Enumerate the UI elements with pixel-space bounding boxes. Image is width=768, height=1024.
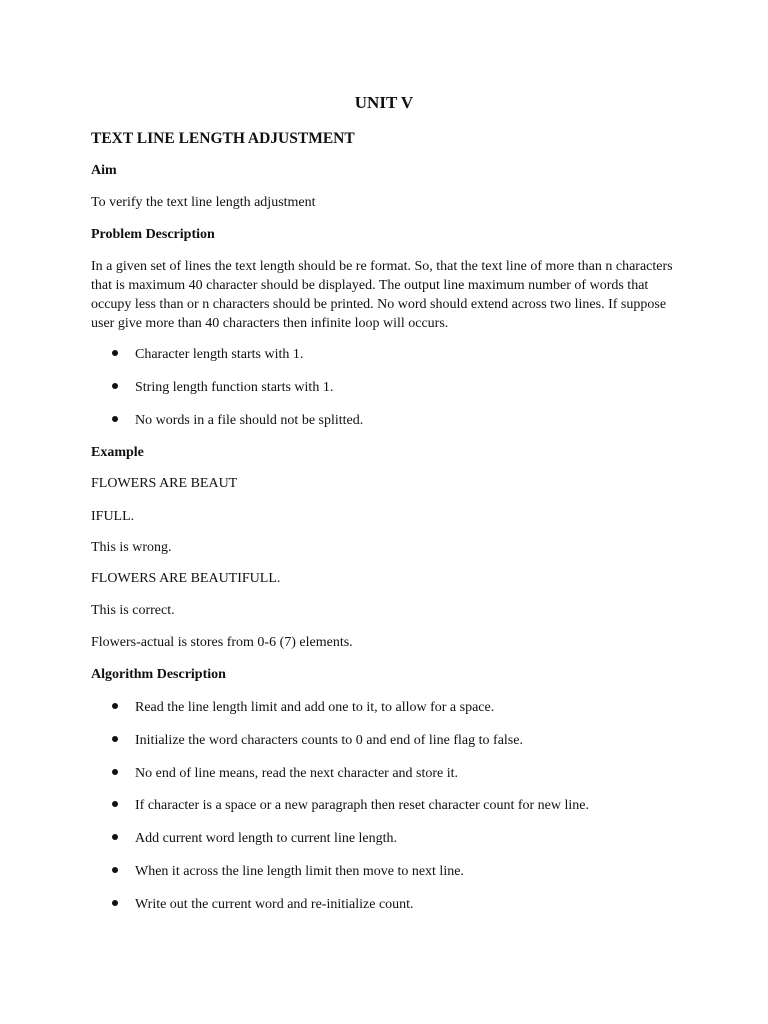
bullet-text: No end of line means, read the next character and store it.: [135, 766, 459, 781]
problem-heading: Problem Description: [91, 227, 215, 242]
algorithm-bullet: [112, 897, 414, 913]
bullet-text: No words in a file should not be splitted.: [135, 413, 364, 428]
bullet-text: If character is a space or a new paragraph then reset character count for new line.: [135, 798, 589, 813]
bullet-icon: [112, 703, 118, 709]
aim-heading: Aim: [91, 163, 117, 178]
bullet-icon: [112, 736, 118, 742]
example-line: Flowers-actual is stores from 0-6 (7) elements.: [91, 635, 353, 650]
algorithm-bullet: [112, 864, 464, 880]
aim-text: To verify the text line length adjustment: [91, 195, 316, 210]
problem-line: In a given set of lines the text length should be re format. So, that the text line of more than n characters: [91, 259, 673, 274]
algorithm-bullet: [112, 831, 397, 847]
example-line: IFULL.: [91, 509, 135, 524]
bullet-icon: [112, 900, 118, 906]
unit-title: UNIT V: [354, 93, 414, 112]
bullet-icon: [112, 416, 118, 422]
bullet-text: Character length starts with 1.: [135, 347, 304, 362]
bullet-icon: [112, 801, 118, 807]
problem-paragraph: [91, 257, 671, 333]
problem-line: occupy less than or n characters should be printed. No word should extend across two lines. If suppose: [91, 297, 667, 312]
section-title: TEXT LINE LENGTH ADJUSTMENT: [91, 130, 355, 147]
bullet-icon: [112, 867, 118, 873]
bullet-text: Add current word length to current line length.: [135, 831, 398, 846]
bullet-text: Initialize the word characters counts to 0 and end of line flag to false.: [135, 733, 523, 748]
problem-line: that is maximum 40 character should be displayed. The output line maximum number of words that: [91, 278, 649, 293]
algorithm-heading: Algorithm Description: [91, 667, 226, 682]
problem-bullet: [112, 413, 363, 429]
bullet-icon: [112, 769, 118, 775]
bullet-icon: [112, 350, 118, 356]
problem-bullet: [112, 380, 333, 396]
example-line: FLOWERS ARE BEAUT: [91, 476, 238, 491]
problem-bullet: [112, 347, 303, 363]
example-heading: Example: [91, 445, 144, 460]
bullet-icon: [112, 834, 118, 840]
algorithm-bullet: [112, 733, 523, 749]
example-line: This is correct.: [91, 603, 175, 618]
example-line: FLOWERS ARE BEAUTIFULL.: [91, 571, 281, 586]
bullet-text: Read the line length limit and add one to it, to allow for a space.: [135, 700, 495, 715]
bullet-text: Write out the current word and re-initialize count.: [135, 897, 414, 912]
algorithm-bullet: [112, 798, 589, 814]
algorithm-bullet: [112, 766, 458, 782]
algorithm-bullet: [112, 700, 494, 716]
bullet-text: String length function starts with 1.: [135, 380, 334, 395]
bullet-icon: [112, 383, 118, 389]
example-line: This is wrong.: [91, 540, 172, 555]
bullet-text: When it across the line length limit then move to next line.: [135, 864, 464, 879]
problem-line: user give more than 40 characters then infinite loop will occurs.: [91, 316, 449, 331]
